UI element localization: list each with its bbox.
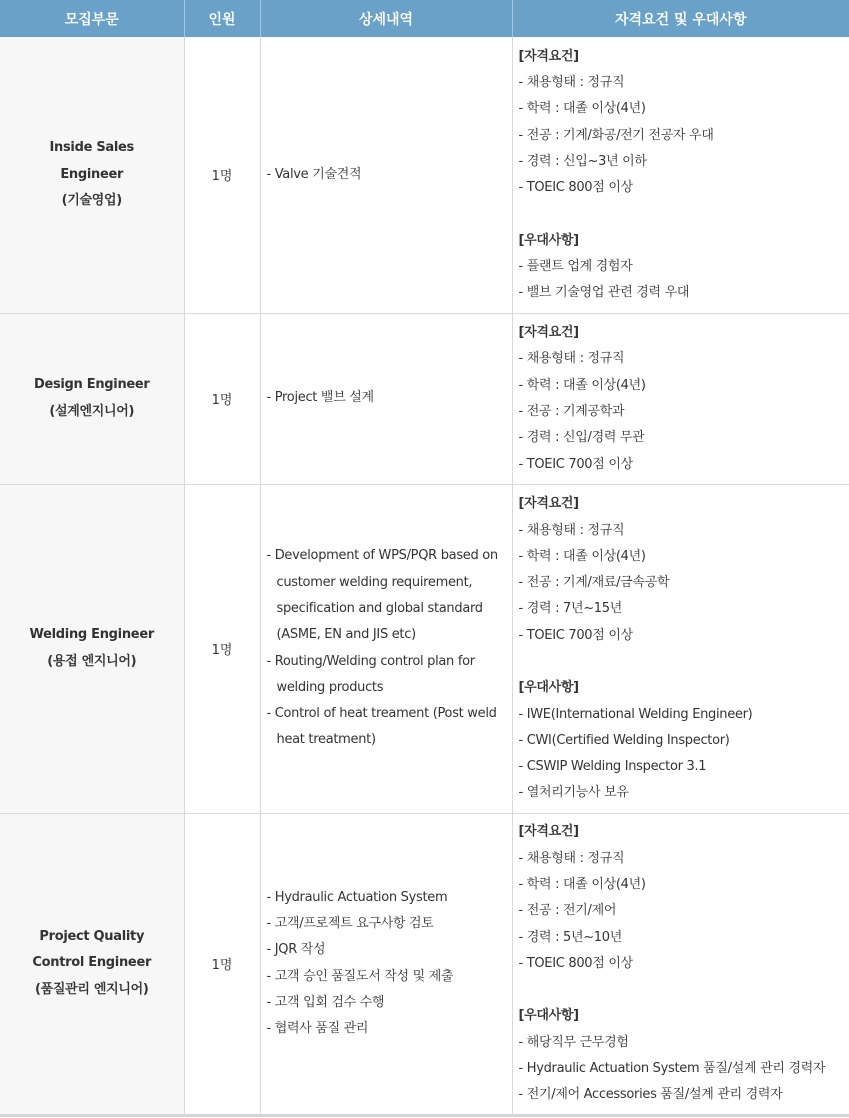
detail-item: - 고객/프로젝트 요구사항 검토 [266, 915, 434, 931]
section-spacer [519, 977, 848, 1003]
qualification-item: - 채용형태 : 정규직 [518, 351, 625, 367]
preferred-item: - 열처리기능사 보유 [518, 785, 629, 801]
preferred-item: - IWE(International Welding Engineer) [518, 706, 753, 722]
header-department: 모집부문 [0, 0, 184, 37]
qualification-item: - 경력 : 신입~3년 이하 [518, 153, 647, 169]
preferred-title: [우대사항] [518, 680, 579, 696]
qualification-item: - 경력 : 5년~10년 [518, 929, 623, 945]
qualification-item: - 전공 : 기계공학과 [518, 404, 625, 419]
department-line: Welding Engineer [29, 627, 154, 643]
qualification-item: - 전공 : 전기/제어 [518, 903, 617, 919]
qualification-item: - TOEIC 700점 이상 [518, 627, 633, 643]
table-row [0, 484, 849, 813]
department-line: Inside Sales [49, 140, 134, 156]
preferred-item: - 플랜트 업계 경험자 [518, 259, 633, 275]
requirements-cell [512, 313, 849, 484]
preferred-title: [우대사항] [518, 1008, 579, 1024]
qualification-item: - TOEIC 700점 이상 [518, 456, 633, 472]
qualification-item: - 전공 : 기계/재료/금속공학 [518, 575, 670, 591]
header-headcount: 인원 [184, 0, 260, 37]
qualification-item: - 학력 : 대졸 이상(4년) [518, 377, 646, 393]
detail-item: - Development of WPS/PQR based on customer welding requirement, specification and global standard (ASME, EN and JIS etc) [266, 548, 498, 643]
qualification-item: - 채용형태 : 정규직 [518, 522, 625, 538]
detail-item: - Hydraulic Actuation System [266, 889, 448, 905]
headcount-cell: 1명 [184, 313, 260, 484]
qualification-item: - 경력 : 7년~15년 [518, 601, 623, 617]
headcount-cell: 1명 [184, 484, 260, 813]
preferred-item: - 밸브 기술영업 관련 경력 우대 [518, 285, 690, 301]
preferred-title: [우대사항] [518, 232, 579, 248]
department-line: Engineer [60, 166, 124, 182]
qualification-item: - 전공 : 기계/화공/전기 전공자 우대 [518, 127, 714, 143]
department-cell [0, 813, 184, 1115]
qualification-item: - 경력 : 신입/경력 무관 [518, 430, 645, 446]
table-row [0, 37, 849, 313]
department-line: (품질관리 엔지니어) [34, 981, 149, 997]
department-line: Project Quality [39, 929, 145, 945]
table-header-row [0, 0, 849, 37]
preferred-item: - 해당직무 근무경험 [518, 1034, 629, 1050]
qualifications-title: [자격요건] [518, 325, 579, 341]
qualification-item: - 학력 : 대졸 이상(4년) [518, 548, 646, 564]
preferred-item: - CSWIP Welding Inspector 3.1 [518, 759, 707, 775]
detail-item: - Control of heat treament (Post weld heat treatment) [266, 706, 497, 748]
section-spacer [519, 649, 848, 675]
department-line: (용접 엔지니어) [47, 653, 137, 669]
qualifications-title: [자격요건] [518, 824, 579, 840]
preferred-item: - CWI(Certified Welding Inspector) [518, 732, 730, 748]
qualification-item: - 학력 : 대졸 이상(4년) [518, 876, 646, 892]
department-cell [0, 484, 184, 813]
requirements-cell [512, 813, 849, 1115]
headcount-cell: 1명 [184, 37, 260, 313]
qualification-item: - TOEIC 800점 이상 [518, 180, 633, 196]
department-cell [0, 37, 184, 313]
detail-item: - JQR 작성 [266, 942, 326, 958]
section-spacer [519, 202, 848, 228]
department-cell [0, 313, 184, 484]
header-requirements: 자격요건 및 우대사항 [512, 0, 849, 37]
headcount-cell: 1명 [184, 813, 260, 1115]
detail-item: - 협력사 품질 관리 [266, 1021, 369, 1037]
qualification-item: - 학력 : 대졸 이상(4년) [518, 101, 646, 117]
details-cell [260, 484, 512, 813]
detail-item: - 고객 승인 품질도서 작성 및 제출 [266, 968, 454, 984]
requirements-cell [512, 484, 849, 813]
detail-item: - Valve 기술견적 [266, 166, 362, 182]
qualification-item: - 채용형태 : 정규직 [518, 75, 625, 91]
details-cell [260, 313, 512, 484]
qualification-item: - TOEIC 800점 이상 [518, 955, 633, 971]
department-line: Control Engineer [32, 955, 152, 971]
qualifications-title: [자격요건] [518, 48, 579, 64]
header-details: 상세내역 [260, 0, 512, 37]
table-row [0, 313, 849, 484]
detail-item: - Project 밸브 설계 [266, 390, 374, 406]
detail-item: - 고객 입회 검수 수행 [266, 994, 385, 1010]
qualification-item: - 채용형태 : 정규직 [518, 850, 625, 866]
department-line: (설계엔지니어) [49, 403, 135, 419]
preferred-item: - Hydraulic Actuation System 품질/설계 관리 경력자 [518, 1061, 826, 1077]
details-cell [260, 37, 512, 313]
qualifications-title: [자격요건] [518, 496, 579, 512]
details-cell [260, 813, 512, 1115]
requirements-cell [512, 37, 849, 313]
detail-item: - Routing/Welding control plan for welding products [266, 653, 475, 695]
table-row [0, 813, 849, 1115]
department-line: Design Engineer [33, 377, 150, 393]
department-line: (기술영업) [61, 192, 122, 208]
preferred-item: - 전기/제어 Accessories 품질/설계 관리 경력자 [518, 1087, 783, 1103]
